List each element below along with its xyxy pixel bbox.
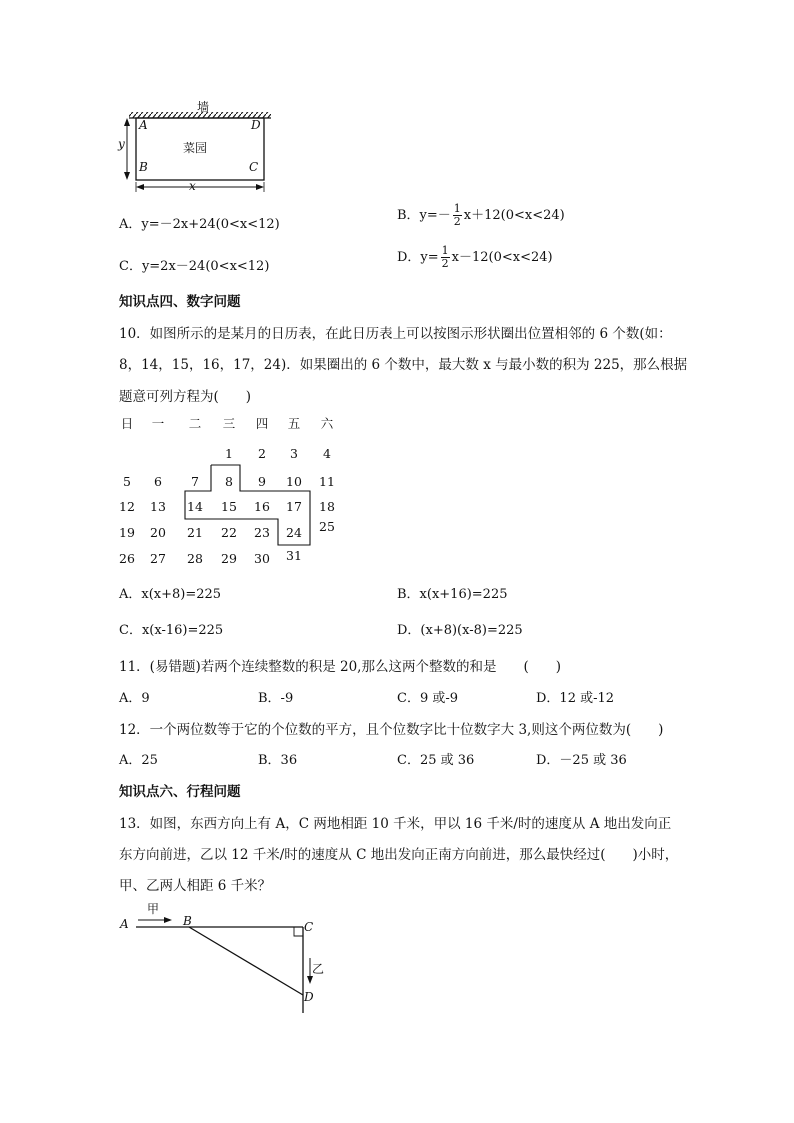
calendar-weekday: 四: [255, 416, 269, 431]
q10-line-1: 10．如图所示的是某月的日历表，在此日历表上可以按图示形状圈出位置相邻的 6 个数(如：: [119, 326, 672, 342]
q13-line-2: 东方向前进，乙以 12 千米/时的速度从 C 地出发向正南方向前进，那么最快经过( )小时，: [119, 847, 679, 863]
point-c-label: C: [304, 920, 314, 934]
q12-option-d: D．－25 或 36: [536, 753, 627, 768]
calendar-day: 30: [254, 551, 270, 566]
calendar-day: 1: [225, 446, 233, 461]
q10-option-c: C．x(x-16)=225: [119, 623, 224, 638]
calendar-day: 9: [258, 474, 266, 489]
yi-label: 乙: [312, 962, 325, 976]
calendar-day: 28: [187, 551, 203, 566]
q11-option-d: D．12 或-12: [536, 691, 615, 706]
q12-stem: 12．一个两位数等于它的个位数的平方，且个位数字比十位数字大 3,则这个两位数为( ): [119, 722, 664, 738]
q9-option-d-prefix: D．y=: [397, 250, 439, 265]
q12-option-a: A．25: [119, 753, 158, 768]
calendar-day: 7: [191, 474, 199, 489]
calendar-day: 16: [254, 499, 270, 514]
travel-diagram: [116, 900, 336, 1020]
q10-line-2: 8，14，15，16，17，24)．如果圈出的 6 个数中，最大数 x 与最小数的积为 225，那么根据: [119, 357, 688, 373]
calendar-day: 17: [286, 499, 302, 514]
calendar-day: 13: [150, 499, 166, 514]
calendar-day: 8: [225, 474, 233, 489]
calendar-day: 15: [221, 499, 237, 514]
calendar-day: 11: [319, 474, 335, 489]
calendar-weekday: 三: [222, 416, 236, 431]
q12-option-b: B．36: [258, 753, 298, 768]
calendar-day: 24: [286, 525, 302, 540]
calendar-day: 29: [221, 551, 237, 566]
q11-stem: 11．(易错题)若两个连续整数的积是 20,那么这两个整数的和是 ( ): [119, 659, 562, 675]
garden-label: 菜园: [183, 141, 208, 155]
q9-option-b-fraction: $\frac{1}{2}$: [453, 202, 461, 228]
calendar-day: 31: [286, 548, 302, 563]
q10-option-a: A．x(x+8)=225: [119, 587, 222, 602]
calendar-day: 4: [323, 446, 331, 461]
calendar-day: 18: [319, 499, 335, 514]
calendar-weekday: 日: [120, 416, 134, 431]
calendar-weekday: 六: [320, 416, 334, 431]
q9-option-d-suffix: x－12(0<x<24): [451, 250, 553, 265]
calendar-day: 27: [150, 551, 166, 566]
calendar-day: 25: [319, 519, 335, 534]
q10-option-b: B．x(x+16)=225: [397, 587, 508, 602]
calendar-weekday: 五: [287, 416, 301, 431]
calendar-day: 19: [119, 525, 135, 540]
q12-option-c: C．25 或 36: [397, 753, 475, 768]
calendar-day: 5: [123, 474, 131, 489]
calendar-day: 6: [154, 474, 162, 489]
calendar-day: 23: [254, 525, 270, 540]
calendar-day: 3: [290, 446, 298, 461]
calendar-day: 14: [187, 499, 203, 514]
calendar-day: 12: [119, 499, 135, 514]
calendar-day: 10: [286, 474, 302, 489]
q9-option-b-suffix: x＋12(0<x<24): [463, 208, 565, 223]
jia-label: 甲: [147, 902, 160, 916]
q9-option-d-fraction: $\frac{1}{2}$: [441, 244, 449, 270]
corner-b-label: B: [139, 160, 148, 174]
point-a-label: A: [120, 917, 129, 931]
q10-line-3: 题意可列方程为( ): [119, 389, 252, 405]
q13-line-3: 甲、乙两人相距 6 千米？: [119, 878, 272, 894]
q11-option-c: C．9 或-9: [397, 691, 459, 706]
calendar-weekday: 二: [188, 416, 202, 431]
calendar-weekday: 一: [151, 416, 165, 431]
q11-option-a: A．9: [119, 691, 150, 706]
section-heading-number-problems: 知识点四、数字问题: [119, 294, 241, 310]
side-y-label: y: [118, 137, 125, 151]
q11-option-b: B．-9: [258, 691, 294, 706]
side-x-label: x: [189, 179, 196, 193]
calendar-day: 2: [258, 446, 266, 461]
point-b-label: B: [183, 914, 192, 928]
point-d-label: D: [304, 990, 314, 1004]
q9-option-a: A．y=－2x+24(0<x<12): [119, 217, 280, 232]
section-heading-travel-problems: 知识点六、行程问题: [119, 784, 241, 800]
wall-label: 墙: [197, 100, 210, 114]
q13-line-1: 13．如图，东西方向上有 A，C 两地相距 10 千米，甲以 16 千米/时的速度从 A 地出发向正: [119, 816, 672, 832]
q10-option-d: D．(x+8)(x-8)=225: [397, 623, 523, 638]
calendar-day: 21: [187, 525, 203, 540]
calendar-day: 22: [221, 525, 237, 540]
corner-a-label: A: [139, 118, 148, 132]
corner-c-label: C: [249, 160, 259, 174]
calendar-day: 26: [119, 551, 135, 566]
q9-option-b-prefix: B．y=－: [397, 208, 451, 223]
q9-option-c: C．y=2x－24(0<x<12): [119, 259, 270, 274]
calendar-day: 20: [150, 525, 166, 540]
corner-d-label: D: [251, 118, 261, 132]
